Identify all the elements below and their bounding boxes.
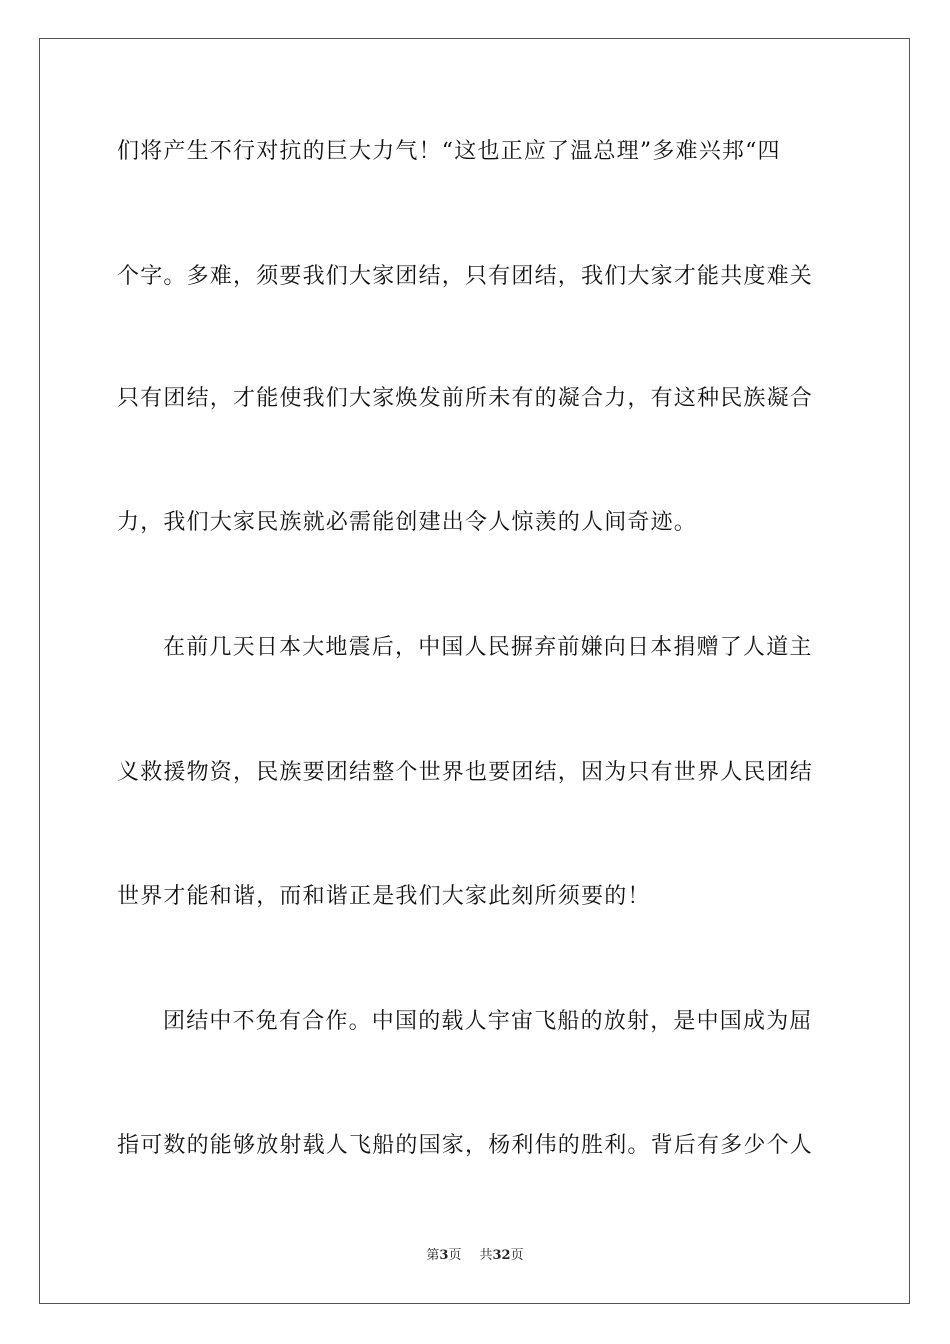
text-line: 个字。多难，须要我们大家团结，只有团结，我们大家才能共度难关 — [117, 264, 814, 289]
total-prefix: 共 — [479, 1248, 493, 1263]
paragraph-first-line: 在前几天日本大地震后，中国人民摒弃前嫌向日本捐赠了人道主 — [163, 635, 813, 660]
text-line: 力，我们大家民族就必需能创建出令人惊羡的人间奇迹。 — [117, 510, 698, 535]
text-line: 指可数的能够放射载人飞船的国家，杨利伟的胜利。背后有多少个人 — [117, 1133, 814, 1158]
page-border — [39, 38, 910, 1304]
text-line: 们将产生不行对抗的巨大力气！“这也正应了温总理”多难兴邦“四 — [117, 139, 781, 164]
page-prefix: 第 — [426, 1248, 440, 1263]
total-pages: 32 — [492, 1248, 511, 1263]
text-line: 世界才能和谐，而和谐正是我们大家此刻所须要的！ — [117, 884, 651, 909]
page-footer — [0, 1247, 950, 1265]
text-line: 义救援物资，民族要团结整个世界也要团结，因为只有世界人民团结 — [117, 760, 814, 785]
paragraph-first-line: 团结中不免有合作。中国的载人宇宙飞船的放射，是中国成为屈 — [163, 1009, 813, 1034]
page-number: 3 — [439, 1248, 449, 1263]
total-suffix: 页 — [510, 1248, 524, 1263]
text-line: 只有团结，才能使我们大家焕发前所未有的凝合力，有这种民族凝合 — [117, 386, 814, 411]
page-suffix: 页 — [448, 1248, 462, 1263]
